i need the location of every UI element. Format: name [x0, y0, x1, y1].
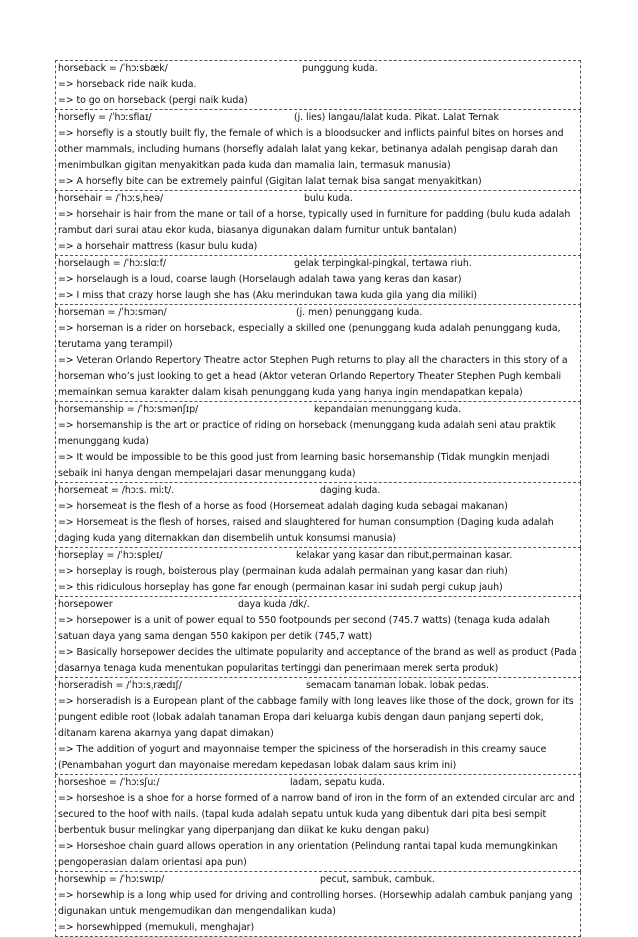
- entry-heading: [58, 548, 577, 564]
- translation: pecut, sambuk, cambuk.: [320, 874, 435, 885]
- example-line: => horseman is a rider on horseback, especially a skilled one (penunggang kuda adalah penunggang kuda, terutama yang terampil): [58, 323, 561, 350]
- translation: (j. men) penunggang kuda.: [296, 307, 423, 318]
- dictionary-entry: [55, 305, 581, 402]
- headword-pronunciation: horsemanship = /ˈhɔːsmənʃɪp/: [58, 404, 199, 415]
- translation: kelakar yang kasar dan ribut,permainan kasar.: [296, 550, 513, 561]
- headword-pronunciation: horsemeat = /hɔːs. miːt/.: [58, 485, 175, 496]
- dictionary-entry: [55, 775, 581, 872]
- example-line: => horsepower is a unit of power equal to 550 footpounds per second (745.7 watts) (tenaga kuda adalah satuan daya yang sama dengan 550 kakipon per detik (745,7 watt): [58, 615, 550, 642]
- translation: gelak terpingkal-pingkal, tertawa riuh.: [294, 258, 472, 269]
- dictionary-entry: [55, 402, 581, 483]
- example-line: => I miss that crazy horse laugh she has (Aku merindukan tawa kuda gila yang dia miliki): [58, 290, 477, 301]
- translation: kepandaian menunggang kuda.: [314, 404, 462, 415]
- dictionary-entry: [55, 548, 581, 597]
- headword-pronunciation: horseradish = /ˈhɔːsˌrædɪʃ/: [58, 680, 182, 691]
- entry-heading: [58, 597, 577, 613]
- example-line: => horseradish is a European plant of the cabbage family with long leaves like those of the dock, grown for its pungent edible root (lobak adalah tanaman Eropa dari keluarga kubis dengan daun panjang seperti dok, ditanam karena akarnya yang dapat dimakan): [58, 696, 574, 739]
- headword-pronunciation: horsepower: [58, 599, 113, 610]
- example-line: => horseplay is rough, boisterous play (permainan kuda adalah permainan yang kasar dan riuh): [58, 566, 508, 577]
- example-line: => A horsefly bite can be extremely painful (Gigitan lalat ternak bisa sangat menyakitkan): [58, 176, 482, 187]
- entry-heading: [58, 256, 577, 272]
- headword-pronunciation: horseplay = /ˈhɔːspleɪ/: [58, 550, 163, 561]
- document-page: [55, 60, 581, 937]
- headword-pronunciation: horseshoe = /ˈhɔːsʃuː/: [58, 777, 160, 788]
- example-line: => It would be impossible to be this good just from learning basic horsemanship (Tidak mungkin menjadi sebaik ini hanya dengan mempelajari dasar menunggang kuda): [58, 452, 550, 479]
- example-line: => a horsehair mattress (kasur bulu kuda): [58, 241, 258, 252]
- dictionary-entry: [55, 678, 581, 775]
- example-line: => horsewhipped (memukuli, menghajar): [58, 922, 255, 933]
- headword-pronunciation: horselaugh = /ˈhɔːslɑːf/: [58, 258, 167, 269]
- translation: ladam, sepatu kuda.: [290, 777, 385, 788]
- entry-heading: [58, 402, 577, 418]
- example-line: => Veteran Orlando Repertory Theatre actor Stephen Pugh returns to play all the characters in this story of a horseman who’s just looking to get a head (Aktor veteran Orlando Repertory Theater Stephen Pugh kembali memainkan semua karakter dalam kisah penunggang kuda yang hanya ingin mendapatkan kepala): [58, 355, 568, 398]
- example-line: => horselaugh is a loud, coarse laugh (Horselaugh adalah tawa yang keras dan kasar): [58, 274, 462, 285]
- example-line: => Basically horsepower decides the ultimate popularity and acceptance of the brand as well as product (Pada dasarnya tenaga kuda menentukan popularitas tertinggi dan penerimaan merek serta produk): [58, 647, 577, 674]
- headword-pronunciation: horseman = /ˈhɔːsmən/: [58, 307, 167, 318]
- example-line: => horseshoe is a shoe for a horse formed of a narrow band of iron in the form of an extended circular arc and secured to the hoof with nails. (tapal kuda adalah sepatu untuk kuda yang dibentuk dari pita besi sempit berbentuk busur melingkar yang diperpanjang dan diikat ke kuku dengan paku): [58, 793, 575, 836]
- example-line: => horsemanship is the art or practice of riding on horseback (menunggang kuda adalah seni atau praktik menunggang kuda): [58, 420, 556, 447]
- dictionary-entry: [55, 256, 581, 305]
- example-line: => this ridiculous horseplay has gone far enough (permainan kasar ini sudah pergi cukup jauh): [58, 582, 503, 593]
- translation: semacam tanaman lobak. lobak pedas.: [306, 680, 489, 691]
- entry-heading: [58, 775, 577, 791]
- translation: daya kuda /dk/.: [238, 599, 310, 610]
- translation: (j. lies) langau/lalat kuda. Pikat. Lalat Ternak: [294, 112, 499, 123]
- entry-heading: [58, 110, 577, 126]
- entry-heading: [58, 872, 577, 888]
- headword-pronunciation: horseback = /ˈhɔːsbæk/: [58, 63, 168, 74]
- example-line: => horsemeat is the flesh of a horse as food (Horsemeat adalah daging kuda sebagai makanan): [58, 501, 508, 512]
- example-line: => The addition of yogurt and mayonnaise temper the spiciness of the horseradish in this creamy sauce (Penambahan yogurt dan mayonaise meredam kepedasan lobak dalam saus krim ini): [58, 744, 547, 771]
- example-line: => horsefly is a stoutly built fly, the female of which is a bloodsucker and inflicts painful bites on horses and other mammals, including humans (horsefly adalah lalat yang kekar, betinanya adalah pengisap darah dan menimbulkan gigitan menyakitkan pada kuda dan mamalia lain, termasuk manusia): [58, 128, 564, 171]
- dictionary-entry: [55, 872, 581, 937]
- dictionary-entry: [55, 597, 581, 678]
- headword-pronunciation: horsehair = /ˈhɔːsˌheə/: [58, 193, 164, 204]
- dictionary-entry: [55, 110, 581, 191]
- entry-heading: [58, 191, 577, 207]
- example-line: => Horseshoe chain guard allows operation in any orientation (Pelindung rantai tapal kuda memungkinkan pengoperasian dalam orientasi apa pun): [58, 841, 558, 868]
- translation: daging kuda.: [320, 485, 381, 496]
- dictionary-entry: [55, 60, 581, 110]
- example-line: => horsewhip is a long whip used for driving and controlling horses. (Horsewhip adalah cambuk panjang yang digunakan untuk mengemudikan dan mengendalikan kuda): [58, 890, 573, 917]
- entry-heading: [58, 483, 577, 499]
- entry-heading: [58, 678, 577, 694]
- dictionary-entry: [55, 191, 581, 256]
- headword-pronunciation: horsewhip = /ˈhɔːswɪp/: [58, 874, 165, 885]
- example-line: => horsehair is hair from the mane or tail of a horse, typically used in furniture for padding (bulu kuda adalah rambut dari surai atau ekor kuda, biasanya digunakan dalam furnitur untuk bantalan): [58, 209, 571, 236]
- dictionary-entry: [55, 483, 581, 548]
- example-line: => horseback ride naik kuda.: [58, 79, 197, 90]
- headword-pronunciation: horsefly = /ˈhɔːsflaɪ/: [58, 112, 152, 123]
- example-line: => Horsemeat is the flesh of horses, raised and slaughtered for human consumption (Daging kuda adalah daging kuda yang diternakkan dan disembelih untuk konsumsi manusia): [58, 517, 554, 544]
- translation: bulu kuda.: [304, 193, 353, 204]
- translation: punggung kuda.: [302, 63, 378, 74]
- entry-heading: [58, 305, 577, 321]
- example-line: => to go on horseback (pergi naik kuda): [58, 95, 248, 106]
- entry-heading: [58, 61, 577, 77]
